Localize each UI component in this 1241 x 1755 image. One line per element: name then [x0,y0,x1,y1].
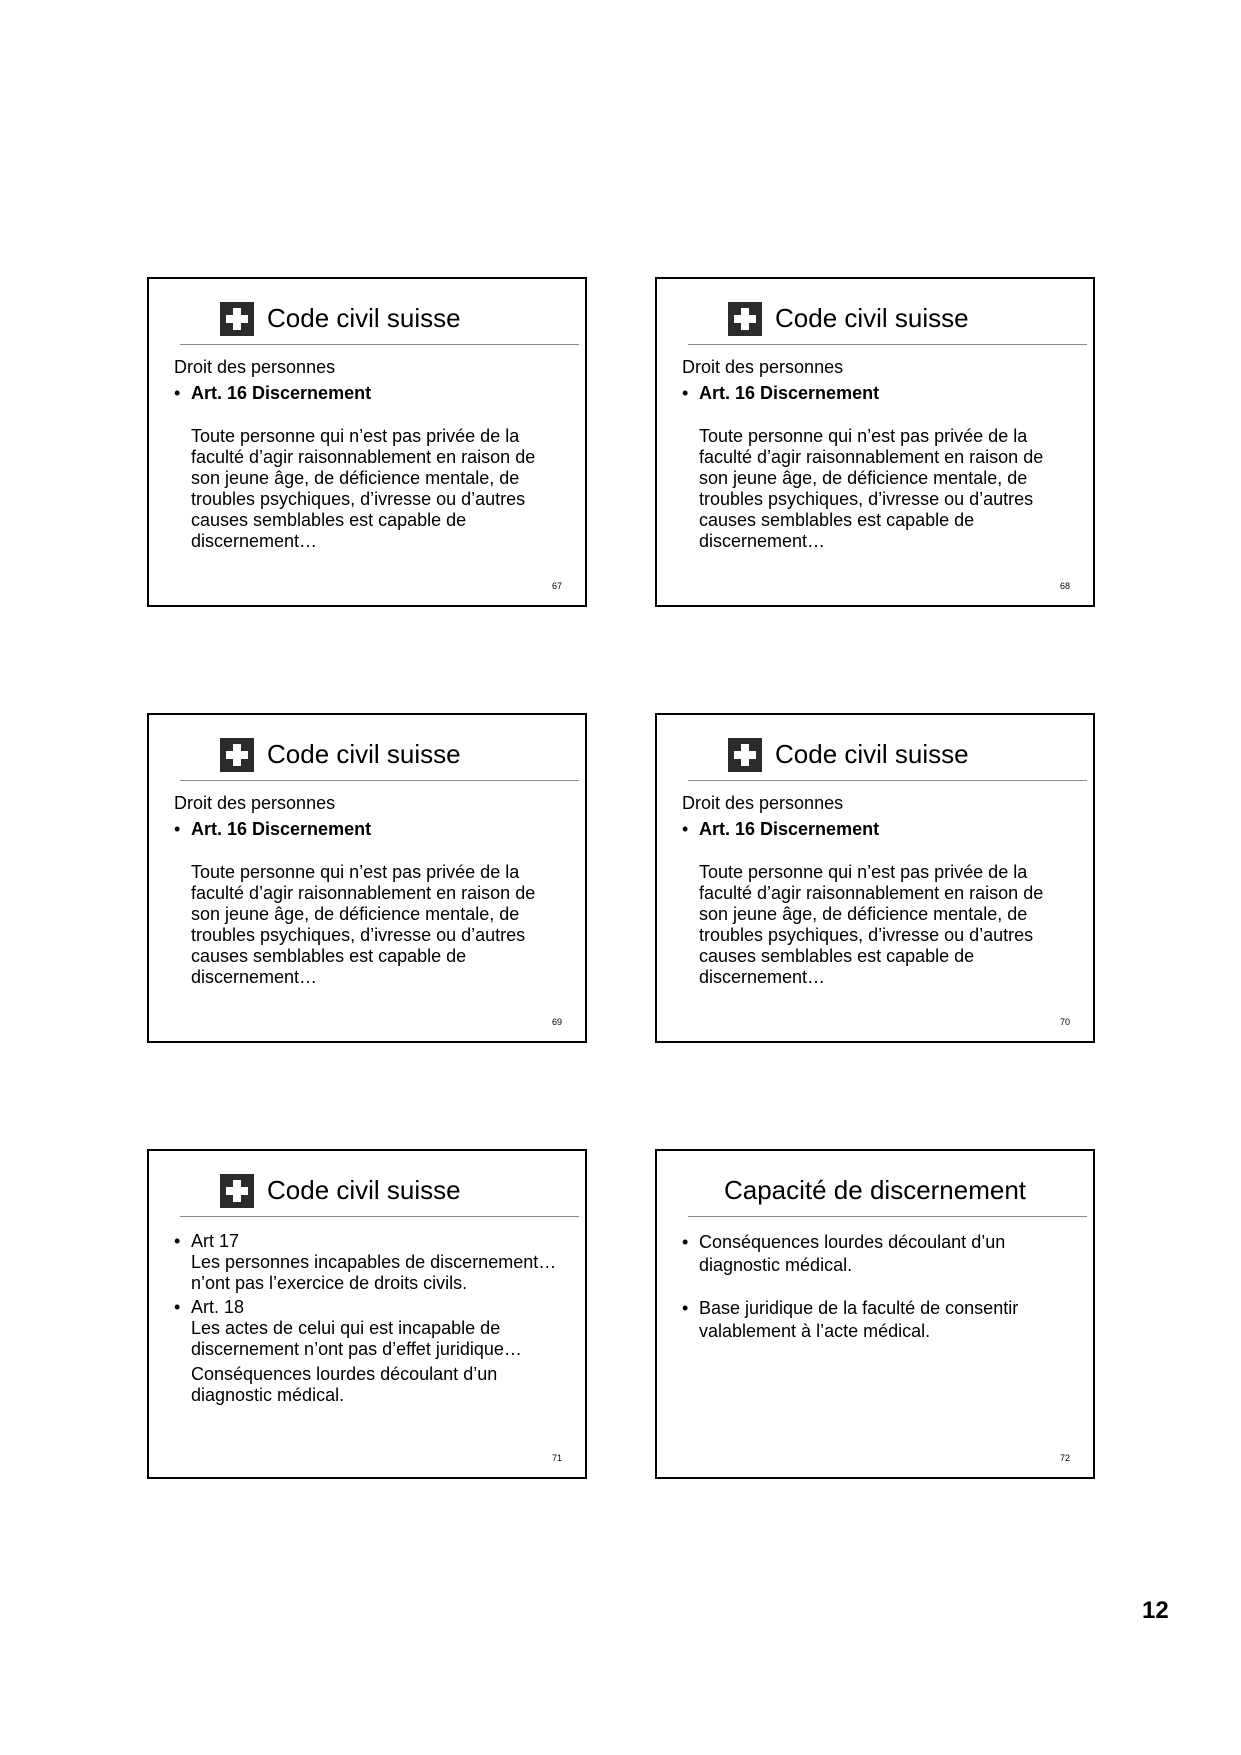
slide-header [149,735,585,771]
swiss-flag-icon [728,738,762,772]
bullet-icon: • [174,1231,181,1251]
bullet-icon: • [174,819,181,839]
bullet-item [174,819,565,840]
slide-body [174,357,565,552]
title-divider [180,344,579,345]
article-text: Toute personne qui n’est pas privée de la faculté d’agir raisonnablement en raison de son jeune âge, de déficience mentale, de troubles psychiques, d’ivresse ou d’autres causes semblables est capable de discernement… [699,426,1044,551]
slide-67 [147,277,587,607]
slide-header [657,735,1093,771]
slide-subtitle: Droit des personnes [682,793,844,813]
bullet-icon: • [174,1297,181,1317]
slide-title: Code civil suisse [775,739,969,769]
slide-subtitle: Droit des personnes [174,793,336,813]
slide-header [657,299,1093,335]
bullet-text: Art. 16 Discernement [699,819,880,839]
title-divider [688,780,1087,781]
article-text: Toute personne qui n’est pas privée de la faculté d’agir raisonnablement en raison de son jeune âge, de déficience mentale, de troubles psychiques, d’ivresse ou d’autres causes semblables est capable de discernement… [191,426,536,551]
slide-subtitle: Droit des personnes [174,357,336,377]
slide-title: Capacité de discernement [723,1175,1027,1205]
article-text: Toute personne qui n’est pas privée de la faculté d’agir raisonnablement en raison de son jeune âge, de déficience mentale, de troubles psychiques, d’ivresse ou d’autres causes semblables est capable de discernement… [699,862,1044,987]
article-text: Les actes de celui qui est incapable de discernement n’ont pas d’effet juridique… [191,1318,522,1359]
slide-header [149,299,585,335]
slide-title: Code civil suisse [267,739,461,769]
bullet-item [682,1231,1073,1277]
article-label: Art 17 [191,1231,240,1251]
slide-number: 67 [551,581,562,591]
bullet-item [174,1297,565,1360]
slide-70 [655,713,1095,1043]
article-label: Art. 18 [191,1297,245,1317]
bullet-item [174,383,565,404]
bullet-text: Art. 16 Discernement [699,383,880,403]
article-text: Toute personne qui n’est pas privée de la faculté d’agir raisonnablement en raison de son jeune âge, de déficience mentale, de troubles psychiques, d’ivresse ou d’autres causes semblables est capable de discernement… [191,862,536,987]
slide-body [682,1231,1073,1363]
slide-body [682,793,1073,988]
bullet-item [174,1231,565,1294]
swiss-flag-icon [220,738,254,772]
bullet-text: Conséquences lourdes découlant d’un diagnostic médical. [699,1232,1006,1275]
slide-number: 72 [1059,1453,1070,1463]
slide-number: 69 [551,1017,562,1027]
title-divider [688,344,1087,345]
slide-title: Code civil suisse [775,303,969,333]
slide-69 [147,713,587,1043]
slide-header [657,1171,1093,1207]
bullet-icon: • [682,383,689,403]
bullet-item [682,819,1073,840]
slide-body [174,793,565,988]
title-divider [688,1216,1087,1217]
bullet-icon: • [682,819,689,839]
slide-subtitle: Droit des personnes [682,357,844,377]
bullet-text: Art. 16 Discernement [191,819,372,839]
swiss-flag-icon [728,302,762,336]
page-number: 12 [1142,1597,1169,1624]
slide-title: Code civil suisse [267,1175,461,1205]
slide-body [174,1231,565,1406]
slide-title: Code civil suisse [267,303,461,333]
bullet-icon: • [682,1298,689,1318]
slide-number: 70 [1059,1017,1070,1027]
consequence-text: Conséquences lourdes découlant d’un diagnostic médical. [191,1364,498,1405]
swiss-flag-icon [220,302,254,336]
slide-header [149,1171,585,1207]
bullet-text: Art. 16 Discernement [191,383,372,403]
slide-body [682,357,1073,552]
slide-number: 68 [1059,581,1070,591]
bullet-text: Base juridique de la faculté de consentir valablement à l’acte médical. [699,1298,1019,1341]
bullet-item [682,1297,1073,1343]
slide-number: 71 [551,1453,562,1463]
slide-72 [655,1149,1095,1479]
bullet-item [682,383,1073,404]
title-divider [180,1216,579,1217]
bullet-icon: • [682,1232,689,1252]
slide-68 [655,277,1095,607]
slide-71 [147,1149,587,1479]
bullet-icon: • [174,383,181,403]
title-divider [180,780,579,781]
swiss-flag-icon [220,1174,254,1208]
article-text: Les personnes incapables de discernement…n’ont pas l’exercice de droits civils. [191,1252,557,1293]
